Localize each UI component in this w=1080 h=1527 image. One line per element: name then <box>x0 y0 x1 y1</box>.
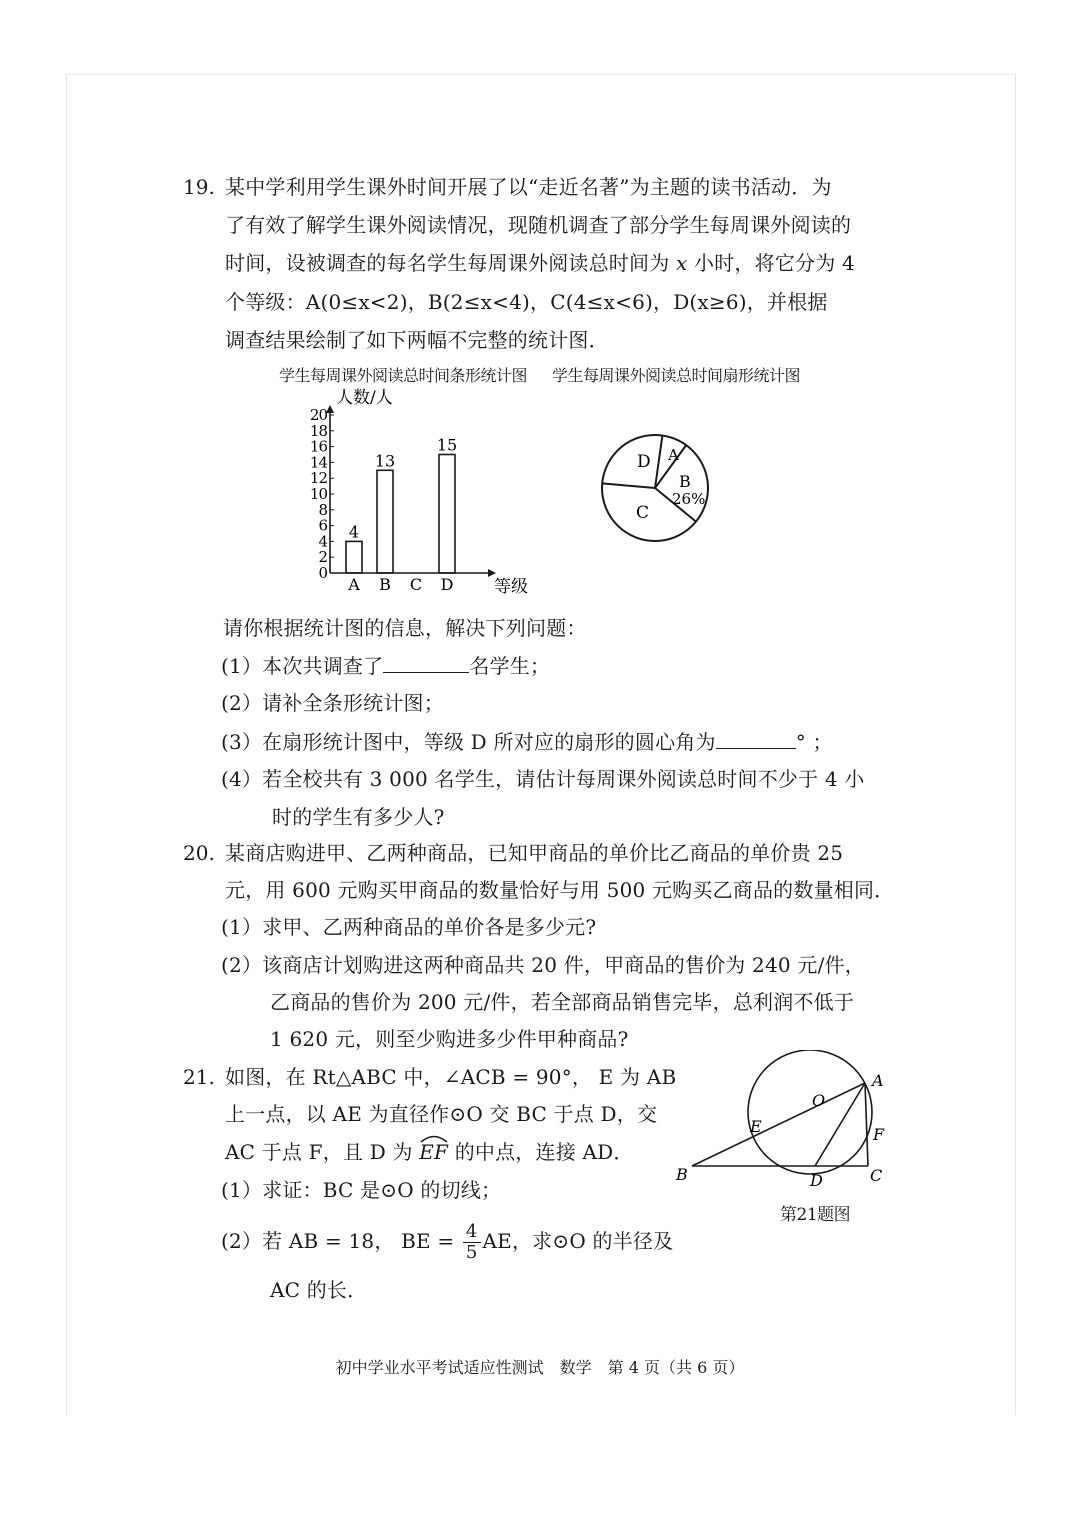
q19-sub-4-line-2: 时的学生有多少人? <box>272 805 445 829</box>
y-tick-label-12: 12 <box>309 469 327 488</box>
y-tick-label-6: 6 <box>318 516 327 535</box>
bar-d <box>439 455 455 574</box>
q20-line-2: 元，用 600 元购买甲商品的数量恰好与用 500 元购买乙商品的数量相同． <box>225 878 895 902</box>
y-tick-label-18: 18 <box>309 421 327 440</box>
y-axis-arrow <box>326 405 334 413</box>
bar-chart-title: 学生每周课外阅读总时间条形统计图 <box>279 366 528 385</box>
page-footer: 初中学业水平考试适应性测试 数学 第 4 页（共 6 页） <box>335 1358 745 1377</box>
fraction-numerator: 4 <box>463 1222 481 1243</box>
segment-ab <box>692 1083 865 1166</box>
q19-sub-4-line-1: (4）若全校共有 3 000 名学生，请估计每周课外阅读总时间不少于 4 小 <box>221 767 865 791</box>
q19-line-3b: 小时，将它分为 4 <box>687 251 855 275</box>
q19-sub-3-text: (3）在扇形统计图中，等级 D 所对应的扇形的圆心角为 <box>221 730 716 754</box>
q19-line-3 <box>225 250 855 276</box>
pie-slice-label-b: B <box>679 472 691 491</box>
pie-slice-percent-b: 26% <box>672 490 706 508</box>
q21-line-1: 如图，在 Rt△ABC 中，∠ACB = 90°， E 为 AB <box>225 1065 677 1089</box>
q19-line-3a: 时间，设被调查的每名学生每周课外阅读总时间为 <box>225 251 676 275</box>
geometry-figure-21 <box>670 1050 900 1200</box>
point-b-label: B <box>676 1165 688 1184</box>
q19-sub-1-tail: 名学生； <box>469 654 551 678</box>
q19-sub-1-text: (1）本次共调查了 <box>221 654 384 678</box>
segment-ac <box>865 1083 868 1166</box>
q19-blank-3[interactable] <box>716 728 796 749</box>
q19-intro: 请你根据统计图的信息，解决下列问题： <box>223 616 587 640</box>
x-tick-label-c: C <box>409 575 423 594</box>
bar-chart <box>300 385 540 600</box>
q19-line-1: 某中学利用学生课外时间开展了以“走近名著”为主题的读书活动．为 <box>225 175 832 199</box>
q19-sub-1 <box>221 652 550 679</box>
y-axis-label: 人数/人 <box>336 388 393 408</box>
y-tick-label-16: 16 <box>309 437 327 456</box>
point-f-label: F <box>873 1125 885 1144</box>
question-20-number: 20. <box>183 841 215 865</box>
y-tick-label-4: 4 <box>318 532 327 551</box>
q19-line-2: 了有效了解学生课外阅读情况，现随机调查了部分学生每周课外阅读的 <box>225 213 852 237</box>
point-c-label: C <box>870 1166 883 1185</box>
point-o-label: O <box>812 1091 826 1110</box>
data-label-a: 4 <box>348 522 360 542</box>
pie-chart-title: 学生每周课外阅读总时间扇形统计图 <box>552 366 801 385</box>
q21-line-2: 上一点，以 AE 为直径作⊙O 交 BC 于点 D，交 <box>225 1102 658 1126</box>
y-tick-label-20: 20 <box>309 406 327 424</box>
q21-sub-2-line-1 <box>221 1222 673 1263</box>
data-label-d: 15 <box>436 435 458 455</box>
pie-slice-label-c: C <box>636 503 650 523</box>
bar-a <box>346 541 362 573</box>
y-tick-label-10: 10 <box>309 485 327 503</box>
y-tick-label-2: 2 <box>318 548 327 567</box>
q21-sub-2-text: (2）若 AB = 18， BE = <box>221 1229 461 1253</box>
q21-sub-1: (1）求证：BC 是⊙O 的切线； <box>221 1178 502 1202</box>
q20-sub-2-line-2: 乙商品的售价为 200 元/件，若全部商品销售完毕，总利润不低于 <box>270 990 855 1014</box>
q21-line-3b: 的中点，连接 AD． <box>448 1140 634 1164</box>
fraction-denominator: 5 <box>465 1242 478 1263</box>
q19-line-4: 个等级：A(0≤x<2)，B(2≤x<4)，C(4≤x<6)，D(x≥6)，并根据 <box>225 290 828 314</box>
pie-slice-label-d: D <box>637 452 651 472</box>
q21-sub-2-line-2: AC 的长． <box>270 1278 368 1302</box>
pie-slice-label-a: A <box>668 446 679 464</box>
q19-sub-2: (2）请补全条形统计图； <box>221 691 444 715</box>
q20-sub-2-line-3: 1 620 元，则至少购进多少件甲种商品? <box>270 1027 629 1051</box>
x-tick-label-a: A <box>348 575 360 594</box>
question-21-number: 21. <box>183 1065 215 1089</box>
q21-line-3a: AC 于点 F，且 D 为 <box>225 1140 420 1164</box>
figure-21-caption: 第21题图 <box>780 1205 851 1225</box>
q19-sub-3-tail: ° ； <box>795 730 833 754</box>
x-axis-arrow <box>488 569 496 577</box>
x-tick-label-d: D <box>440 575 454 594</box>
y-tick-label-0: 0 <box>318 564 327 582</box>
bar-b <box>377 470 393 573</box>
point-a-label: A <box>872 1071 884 1090</box>
q19-variable-x: x <box>675 251 688 275</box>
q21-line-3 <box>225 1139 634 1165</box>
q19-sub-3 <box>221 728 833 755</box>
x-tick-label-b: B <box>379 575 391 594</box>
arc-ef <box>419 1139 448 1165</box>
x-axis-label: 等级 <box>494 577 528 597</box>
fraction-four-fifths <box>463 1222 481 1263</box>
q20-line-1: 某商店购进甲、乙两种商品，已知甲商品的单价比乙商品的单价贵 25 <box>225 841 844 865</box>
question-19-number: 19. <box>183 175 215 199</box>
pie-radius-4 <box>602 483 655 488</box>
y-tick-label-8: 8 <box>318 500 327 519</box>
pie-chart <box>595 430 715 550</box>
circle-o <box>748 1050 872 1174</box>
q21-sub-2-tail: AE，求⊙O 的半径及 <box>482 1229 674 1253</box>
y-tick-label-14: 14 <box>309 453 327 472</box>
q20-sub-2-line-1: (2）该商店计划购进这两种商品共 20 件，甲商品的售价为 240 元/件， <box>221 953 865 977</box>
arc-mark-icon <box>419 1133 449 1143</box>
data-label-b: 13 <box>374 451 396 471</box>
point-e-label: E <box>750 1117 762 1136</box>
q20-sub-1: (1）求甲、乙两种商品的单价各是多少元? <box>221 915 597 939</box>
arc-ef-text: EF <box>419 1140 449 1164</box>
point-d-label: D <box>810 1171 823 1190</box>
q19-blank-1[interactable] <box>383 652 469 673</box>
q19-line-5: 调查结果绘制了如下两幅不完整的统计图． <box>225 328 609 352</box>
